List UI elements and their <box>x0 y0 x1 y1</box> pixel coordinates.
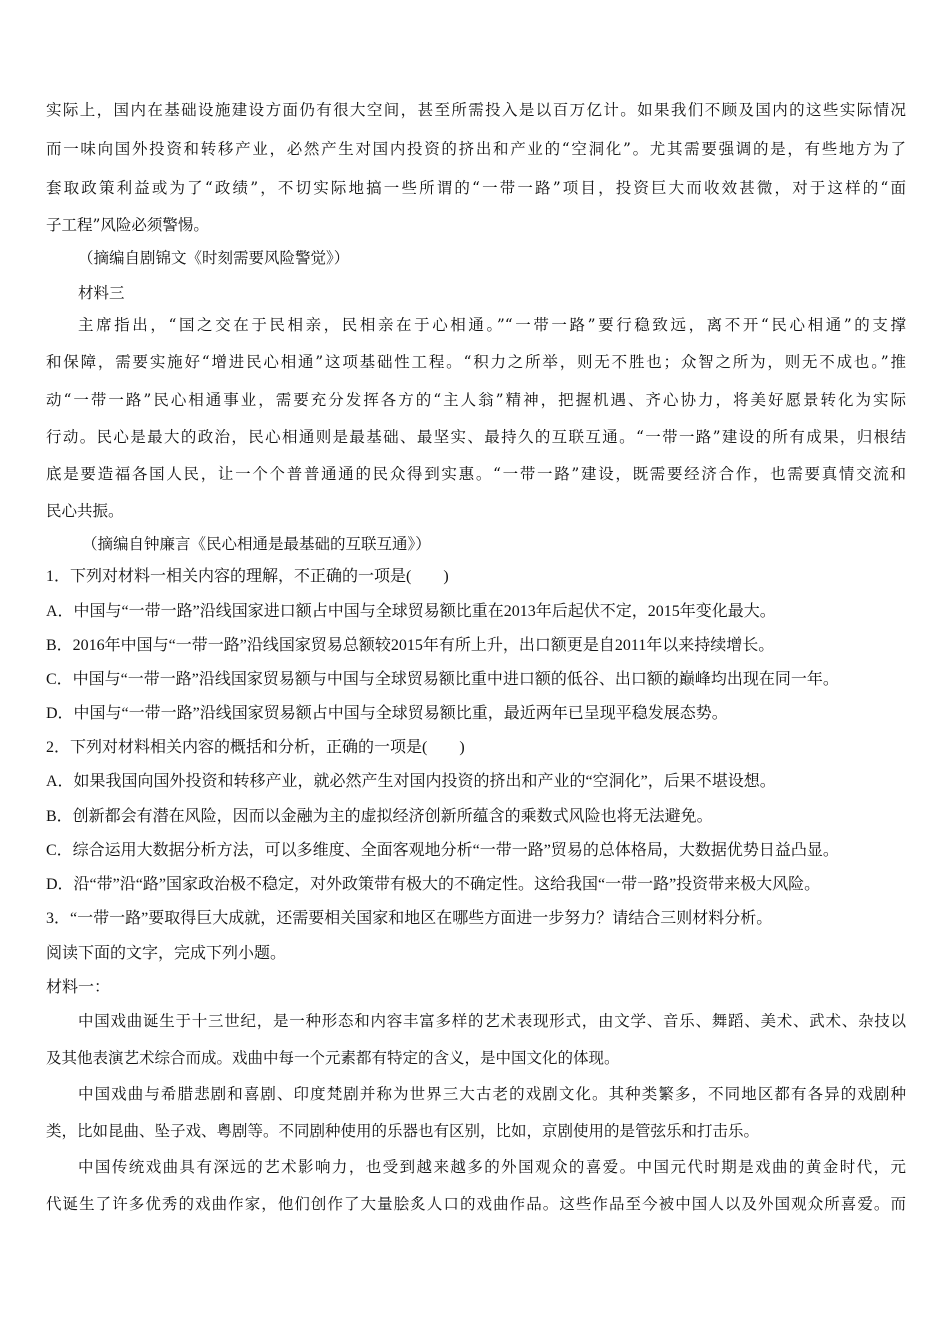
question-2-option-b: B．创新都会有潜在风险，因而以金融为主的虚拟经济创新所蕴含的乘数式风险也将无法避免。 <box>46 808 713 825</box>
reading-para-2-line-2: 类，比如昆曲、坠子戏、粤剧等。不同剧种使用的乐器也有区别，比如，京剧使用的是管弦乐和打击乐。 <box>46 1122 760 1140</box>
material3-source: （摘编自钟廉言《民心相通是最基础的互联互通》） <box>82 535 431 553</box>
material3-line-5: 底是要造福各国人民，让一个个普普通通的民众得到实惠。“一带一路”建设，既需要经济合作，也需要真情交流和 <box>46 465 906 483</box>
question-1-option-d: D．中国与“一带一路”沿线国家贸易额占中国与全球贸易额比重，最近两年已呈现平稳发展态势。 <box>46 705 728 722</box>
passage1-line-2: 而一味向国外投资和转移产业，必然产生对国内投资的挤出和产业的“空洞化”。尤其需要强调的是，有些地方为了 <box>46 140 906 158</box>
material3-line-6: 民心共振。 <box>46 502 124 520</box>
passage1-source: （摘编自剧锦文《时刻需要风险警觉》） <box>78 249 350 267</box>
passage1-line-4: 子工程”风险必须警惕。 <box>46 216 209 234</box>
reading-instruction: 阅读下面的文字，完成下列小题。 <box>46 945 287 962</box>
material3-line-2: 和保障，需要实施好“增进民心相通”这项基础性工程。“积力之所举，则无不胜也；众智之所为，则无不成也。”推 <box>46 353 906 371</box>
reading-para-3-line-2: 代诞生了许多优秀的戏曲作家，他们创作了大量脍炙人口的戏曲作品。这些作品至今被中国人以及外国观众所喜爱。而 <box>46 1195 906 1213</box>
material3-line-1: 主席指出，“国之交在于民相亲，民相亲在于心相通。”“一带一路”要行稳致远，离不开“民心相通”的支撑 <box>78 316 906 334</box>
reading-para-1-line-1: 中国戏曲诞生于十三世纪，是一种形态和内容丰富多样的艺术表现形式，由文学、音乐、舞蹈、美术、武术、杂技以 <box>78 1012 906 1030</box>
material3-heading: 材料三 <box>78 284 125 302</box>
reading-para-2-line-1: 中国戏曲与希腊悲剧和喜剧、印度梵剧并称为世界三大古老的戏剧文化。其种类繁多，不同地区都有各异的戏剧种 <box>78 1085 906 1103</box>
reading-material-1-heading: 材料一： <box>46 979 111 996</box>
reading-para-3-line-1: 中国传统戏曲具有深远的艺术影响力，也受到越来越多的外国观众的喜爱。中国元代时期是戏曲的黄金时代，元 <box>78 1158 906 1176</box>
question-1-option-a: A．中国与“一带一路”沿线国家进口额占中国与全球贸易额比重在2013年后起伏不定，2015年变化最大。 <box>46 603 776 620</box>
question-2-stem: 2．下列对材料相关内容的概括和分析，正确的一项是( ) <box>46 739 465 756</box>
question-2-option-d: D．沿“带”沿“路”国家政治极不稳定，对外政策带有极大的不确定性。这给我国“一带一路”投资带来极大风险。 <box>46 876 821 893</box>
passage1-line-3: 套取政策利益或为了“政绩”，不切实际地搞一些所谓的“一带一路”项目，投资巨大而收效甚微，对于这样的“面 <box>46 179 906 197</box>
question-2-option-a: A．如果我国向国外投资和转移产业，就必然产生对国内投资的挤出和产业的“空洞化”，后果不堪设想。 <box>46 773 776 790</box>
material3-line-3: 动“一带一路”民心相通事业，需要充分发挥各方的“主人翁”精神，把握机遇、齐心协力，将美好愿景转化为实际 <box>46 391 906 409</box>
question-1-stem: 1．下列对材料一相关内容的理解，不正确的一项是( ) <box>46 568 449 585</box>
question-2-option-c: C．综合运用大数据分析方法，可以多维度、全面客观地分析“一带一路”贸易的总体格局，大数据优势日益凸显。 <box>46 842 839 859</box>
question-1-option-c: C．中国与“一带一路”沿线国家贸易额与中国与全球贸易额比重中进口额的低谷、出口额的巅峰均出现在同一年。 <box>46 671 839 688</box>
material3-line-4: 行动。民心是最大的政治，民心相通则是最基础、最坚实、最持久的互联互通。“一带一路”建设的所有成果，归根结 <box>46 428 906 446</box>
question-3-stem: 3．“一带一路”要取得巨大成就，还需要相关国家和地区在哪些方面进一步努力？请结合三则材料分析。 <box>46 910 773 927</box>
passage1-line-1: 实际上，国内在基础设施建设方面仍有很大空间，甚至所需投入是以百万亿计。如果我们不顾及国内的这些实际情况 <box>46 101 906 119</box>
reading-para-1-line-2: 及其他表演艺术综合而成。戏曲中每一个元素都有特定的含义，是中国文化的体现。 <box>46 1049 620 1067</box>
question-1-option-b: B．2016年中国与“一带一路”沿线国家贸易总额较2015年有所上升，出口额更是自2011年以来持续增长。 <box>46 637 775 654</box>
